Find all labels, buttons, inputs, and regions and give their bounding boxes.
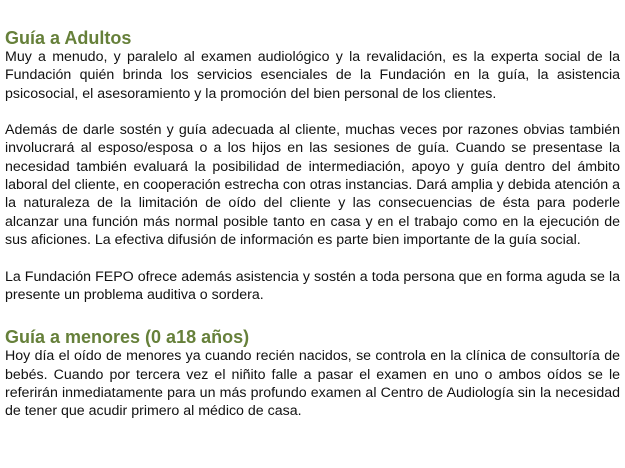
paragraph-adults-1: Muy a menudo, y paralelo al examen audiológico y la revalidación, es la experta social de la Fundación quién brinda los servicios esenciales de la Fundación en la guía, la asistencia psicosocial, el asesoramiento y la promoción del bien personal de los clientes. [5, 49, 620, 102]
document-page [5, 28, 620, 421]
section-title-adults: Guía a Adultos [5, 28, 132, 48]
paragraph-spacer [5, 249, 620, 267]
paragraph-adults-2: Además de darle sostén y guía adecuada al cliente, muchas veces por razones obvias también involucrará al esposo/esposa o a los hijos en las sesiones de guía. Cuando se presentase la necesidad también evaluará la posibilidad de intermediación, apoyo y guía dentro del ámbito laboral del cliente, en cooperación estrecha con otras instancias. Dará amplia y debida atención a la naturaleza de la limitación de oído del cliente y las consecuencias de ésta para poderle alcanzar una función más normal posible tanto en casa y en el trabajo como en la ejecución de sus aficiones. La efectiva difusión de información es parte bien importante de la guía social. [5, 122, 620, 248]
paragraph-spacer [5, 103, 620, 121]
paragraph-adults-3: La Fundación FEPO ofrece además asistencia y sostén a toda persona que en forma aguda se la presente un problema auditiva o sordera. [5, 268, 620, 303]
paragraph-spacer [5, 304, 620, 322]
section-title-minors: Guía a menores (0 a18 años) [5, 327, 250, 348]
paragraph-minors-1: Hoy día el oído de menores ya cuando recién nacidos, se controla en la clínica de consultoría de bebés. Cuando por tercera vez el niñito falle a pasar el examen en uno o ambos oídos se le referirán inmediatamente para un más profundo examen al Centro de Audiología sin la necesidad de tener que acudir primero al médico de casa. [5, 348, 620, 420]
